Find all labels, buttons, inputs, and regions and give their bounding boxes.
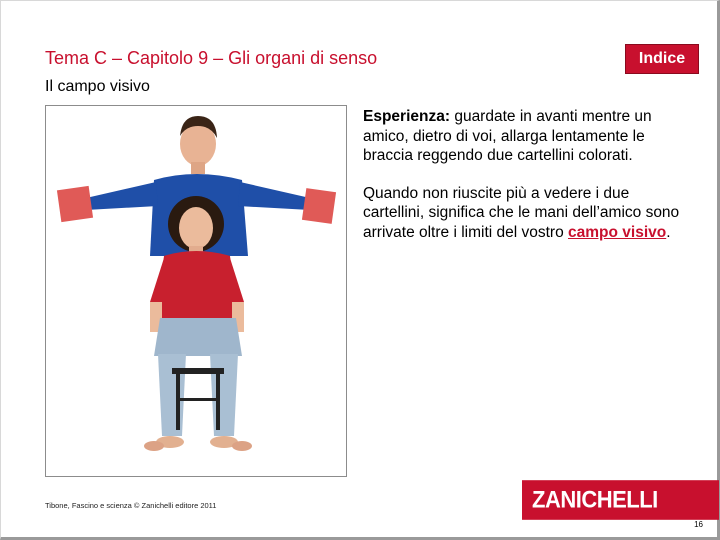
page-subtitle: Il campo visivo	[45, 78, 150, 95]
conclusion-text: Quando non riuscite più a vedere i due cartellini, significa che le mani dell’amico sono arrivate oltre i limiti del vostro	[363, 184, 680, 241]
index-button[interactable]: Indice	[625, 44, 699, 74]
conclusion-end: .	[666, 223, 671, 241]
experience-label: Esperienza:	[363, 108, 451, 125]
explanation-text	[363, 107, 683, 242]
zanichelli-logo: ZANICHELLI	[522, 480, 719, 520]
page-number: 16	[694, 520, 703, 529]
page-title: Tema C – Capitolo 9 – Gli organi di senso	[45, 48, 378, 68]
experiment-photo	[45, 105, 347, 477]
two-people-illustration	[46, 106, 347, 477]
experience-text: guardate in avanti mentre un amico, dietro di voi, allarga lentamente le braccia reggendo due cartellini colorati.	[363, 108, 652, 164]
campo-visivo-link[interactable]: campo visivo	[568, 223, 667, 241]
credits: Tibone, Fascino e scienza © Zanichelli editore 2011	[45, 501, 217, 510]
conclusion-paragraph	[363, 184, 683, 243]
experience-paragraph	[363, 107, 683, 166]
